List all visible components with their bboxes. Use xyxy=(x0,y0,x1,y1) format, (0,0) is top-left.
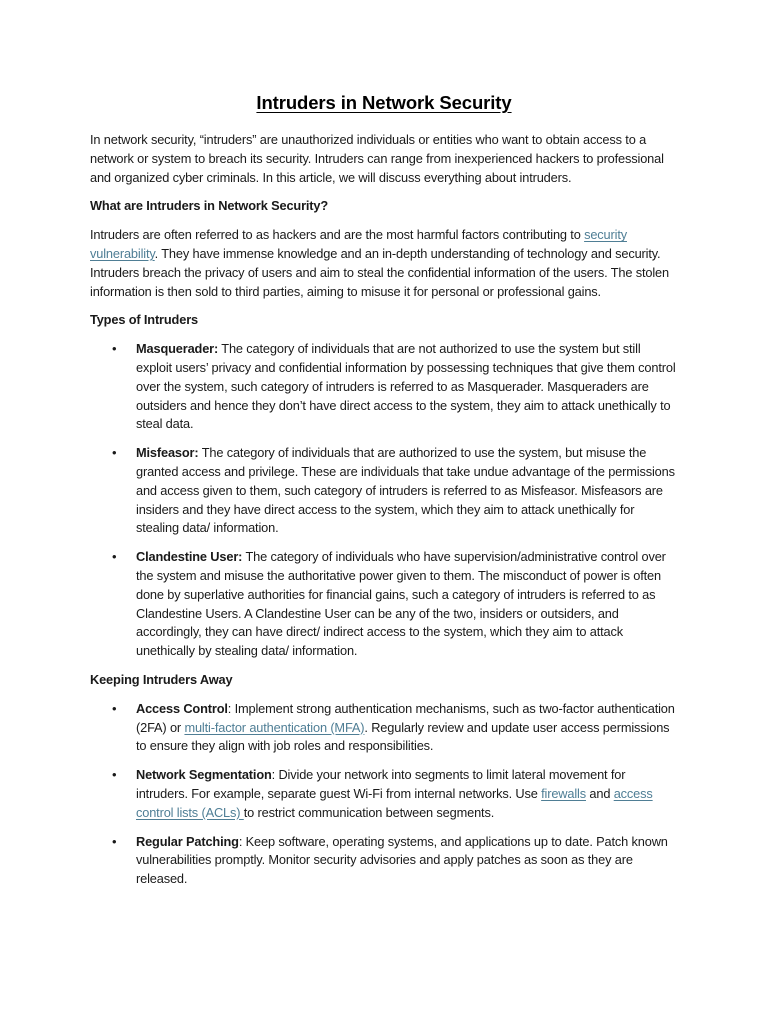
intro-paragraph: In network security, “intruders” are unauthorized individuals or entities who want to obtain access to a network or system to breach its security. Intruders can range from inexperienced hackers to professional and organized cyber criminals. In this article, we will discuss everything about intruders. xyxy=(90,132,664,185)
section-heading-types: Types of Intruders xyxy=(90,312,198,328)
term-description-and: and xyxy=(585,785,614,801)
firewalls-link[interactable]: firewalls xyxy=(541,785,586,801)
term-description: : Implement strong authentication mechanisms, such as two-factor authentication (2FA) or xyxy=(136,700,675,735)
definition-paragraph xyxy=(90,226,678,301)
term-label: Masquerader: xyxy=(136,341,219,357)
list-item-misfeasor xyxy=(90,444,678,538)
section-heading-what-are-intruders: What are Intruders in Network Security? xyxy=(90,198,329,214)
term-label: Regular Patching xyxy=(136,833,239,849)
term-label: Misfeasor: xyxy=(136,445,199,461)
term-description-cont: to restrict communication between segments. xyxy=(243,804,495,820)
bullet-icon: • xyxy=(112,767,117,783)
definition-text-before: Intruders are often referred to as hackers and are the most harmful factors contributing to xyxy=(90,227,585,243)
term-label: Access Control xyxy=(136,700,228,716)
list-item-regular-patching xyxy=(90,833,678,889)
list-item-access-control xyxy=(90,700,678,756)
term-description: The category of individuals who have supervision/administrative control over the system and misuse the authoritative power given to them. The misconduct of power is often done by superlative authorities for financial gains, such a category of intruders is referred to as Clandestine Users. A Clandestine User can be any of the two, insiders or outsiders, and accordingly, they can have direct/ indirect access to the system, which they aim to attack unethically by stealing data/ information. xyxy=(136,549,666,659)
page-title: Intruders in Network Security xyxy=(256,92,512,113)
term-label: Network Segmentation xyxy=(136,767,272,783)
list-item-network-segmentation xyxy=(90,766,678,822)
types-list xyxy=(90,340,678,661)
term-label: Clandestine User: xyxy=(136,549,243,565)
bullet-icon: • xyxy=(112,549,117,565)
bullet-icon: • xyxy=(112,341,117,357)
list-item-masquerader xyxy=(90,340,678,434)
bullet-icon: • xyxy=(112,700,117,716)
bullet-icon: • xyxy=(112,445,117,461)
term-description: The category of individuals that are not authorized to use the system but still exploit users’ privacy and confidential information by possessing techniques that give them control over the system, such category of intruders is referred to as Masquerader. Masqueraders are outsiders and hence they don’t have direct access to the system, they aim to attack unethically to steal data. xyxy=(136,341,676,432)
bullet-icon: • xyxy=(112,833,117,849)
mfa-link[interactable]: multi-factor authentication (MFA) xyxy=(184,719,365,735)
term-description: : Divide your network into segments to limit lateral movement for intruders. For example, separate guest Wi-Fi from internal networks. Use xyxy=(136,767,626,801)
list-item-clandestine-user xyxy=(90,548,678,661)
prevention-list xyxy=(90,700,678,889)
security-vulnerability-link[interactable]: security vulnerability xyxy=(90,227,627,261)
term-description: : Keep software, operating systems, and applications up to date. Patch known vulnerabilities promptly. Monitor security advisories and apply patches as soon as they are released. xyxy=(136,833,668,887)
term-description-cont: . Regularly review and update user access permissions to ensure they align with job roles and responsibilities. xyxy=(136,719,670,754)
section-heading-keeping-away: Keeping Intruders Away xyxy=(90,671,233,687)
definition-text-after: . They have immense knowledge and an in-depth understanding of technology and security. Intruders breach the privacy of users and aim to steal the confidential information of the users. The stolen information is then sold to third parties, aiming to misuse it for personal or professional gains. xyxy=(90,245,669,299)
term-description: The category of individuals that are authorized to use the system, but misuse the granted access and privilege. These are individuals that take undue advantage of the permissions and access given to them, such category of intruders is referred to as Misfeasor. Misfeasors are insiders and they have direct access to the system, which they aim to attack unethically for stealing data/ information. xyxy=(136,445,675,536)
acl-link[interactable]: access control lists (ACLs) xyxy=(136,785,653,820)
